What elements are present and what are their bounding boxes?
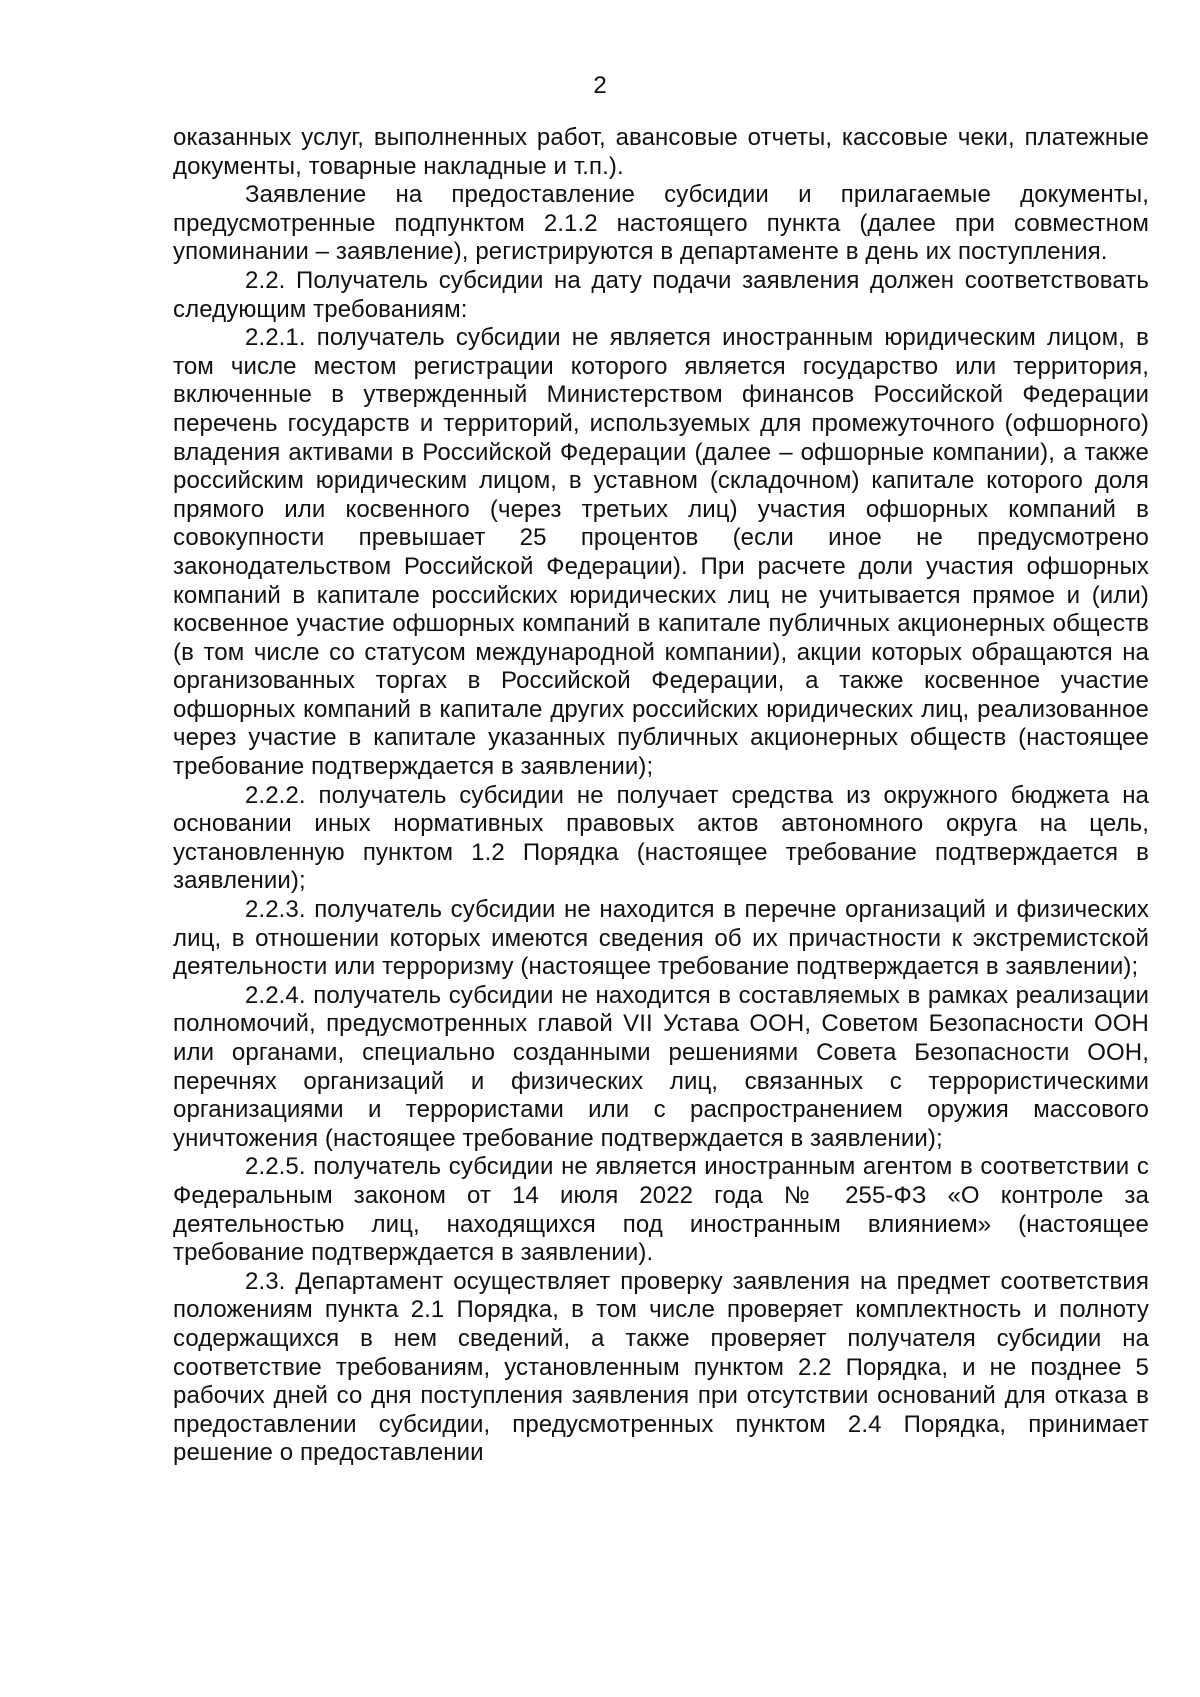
paragraph-2-3: 2.3. Департамент осуществляет проверку заявления на предмет соответствия положениям пункта 2.1 Порядка, в том числе проверяет комплектность и полноту содержащихся в нем сведений, а также проверяет получателя субсидии на соответствие требованиям, установленным пунктом 2.2 Порядка, и не позднее 5 рабочих дней со дня поступления заявления при отсутствии оснований для отказа в предоставлении субсидии, предусмотренных пунктом 2.4 Порядка, принимает решение о предоставлении [173,1267,1149,1467]
document-body [173,124,1149,1468]
paragraph-2-2-3: 2.2.3. получатель субсидии не находится в перечне организаций и физических лиц, в отношении которых имеются сведения об их причастности к экстремистской деятельности или терроризму (настоящее требование подтверждается в заявлении); [173,896,1149,981]
paragraph-2-2-5: 2.2.5. получатель субсидии не является иностранным агентом в соответствии с Федеральным законом от 14 июля 2022 года № 255-ФЗ «О контроле за деятельностью лиц, находящихся под иностранным влиянием» (настоящее требование подтверждается в заявлении). [173,1153,1149,1267]
paragraph-2-2-4: 2.2.4. получатель субсидии не находится в составляемых в рамках реализации полномочий, предусмотренных главой VII Устава ООН, Советом Безопасности ООН или органами, специально созданными решениями Совета Безопасности ООН, перечнях организаций и физических лиц, связанных с террористическими организациями и террористами или с распространением оружия массового уничтожения (настоящее требование подтверждается в заявлении); [173,981,1149,1152]
page-number: 2 [593,72,607,99]
paragraph-2-2-1: 2.2.1. получатель субсидии не является иностранным юридическим лицом, в том числе местом регистрации которого является государство или территория, включенные в утвержденный Министерством финансов Российской Федерации перечень государств и территорий, используемых для промежуточного (офшорного) владения активами в Российской Федерации (далее – офшорные компании), а также российским юридическим лицом, в уставном (складочном) капитале которого доля прямого или косвенного (через третьих лиц) участия офшорных компаний в совокупности превышает 25 процентов (если иное не предусмотрено законодательством Российской Федерации). При расчете доли участия офшорных компаний в капитале российских юридических лиц не учитывается прямое и (или) косвенное участие офшорных компаний в капитале публичных акционерных обществ (в том числе со статусом международной компании), акции которых обращаются на организованных торгах в Российской Федерации, а также косвенное участие офшорных компаний в капитале других российских юридических лиц, реализованное через участие в капитале указанных публичных акционерных обществ (настоящее требование подтверждается в заявлении); [173,324,1149,781]
paragraph-continuation: оказанных услуг, выполненных работ, авансовые отчеты, кассовые чеки, платежные документы, товарные накладные и т.п.). [173,124,1149,180]
paragraph-2-2-2: 2.2.2. получатель субсидии не получает средства из окружного бюджета на основании иных нормативных правовых актов автономного округа на цель, установленную пунктом 1.2 Порядка (настоящее требование подтверждается в заявлении); [173,781,1149,895]
paragraph-application-registration: Заявление на предоставление субсидии и прилагаемые документы, предусмотренные подпунктом 2.1.2 настоящего пункта (далее при совместном упоминании – заявление), регистрируются в департаменте в день их поступления. [173,181,1149,266]
paragraph-2-2: 2.2. Получатель субсидии на дату подачи заявления должен соответствовать следующим требованиям: [173,266,1149,323]
